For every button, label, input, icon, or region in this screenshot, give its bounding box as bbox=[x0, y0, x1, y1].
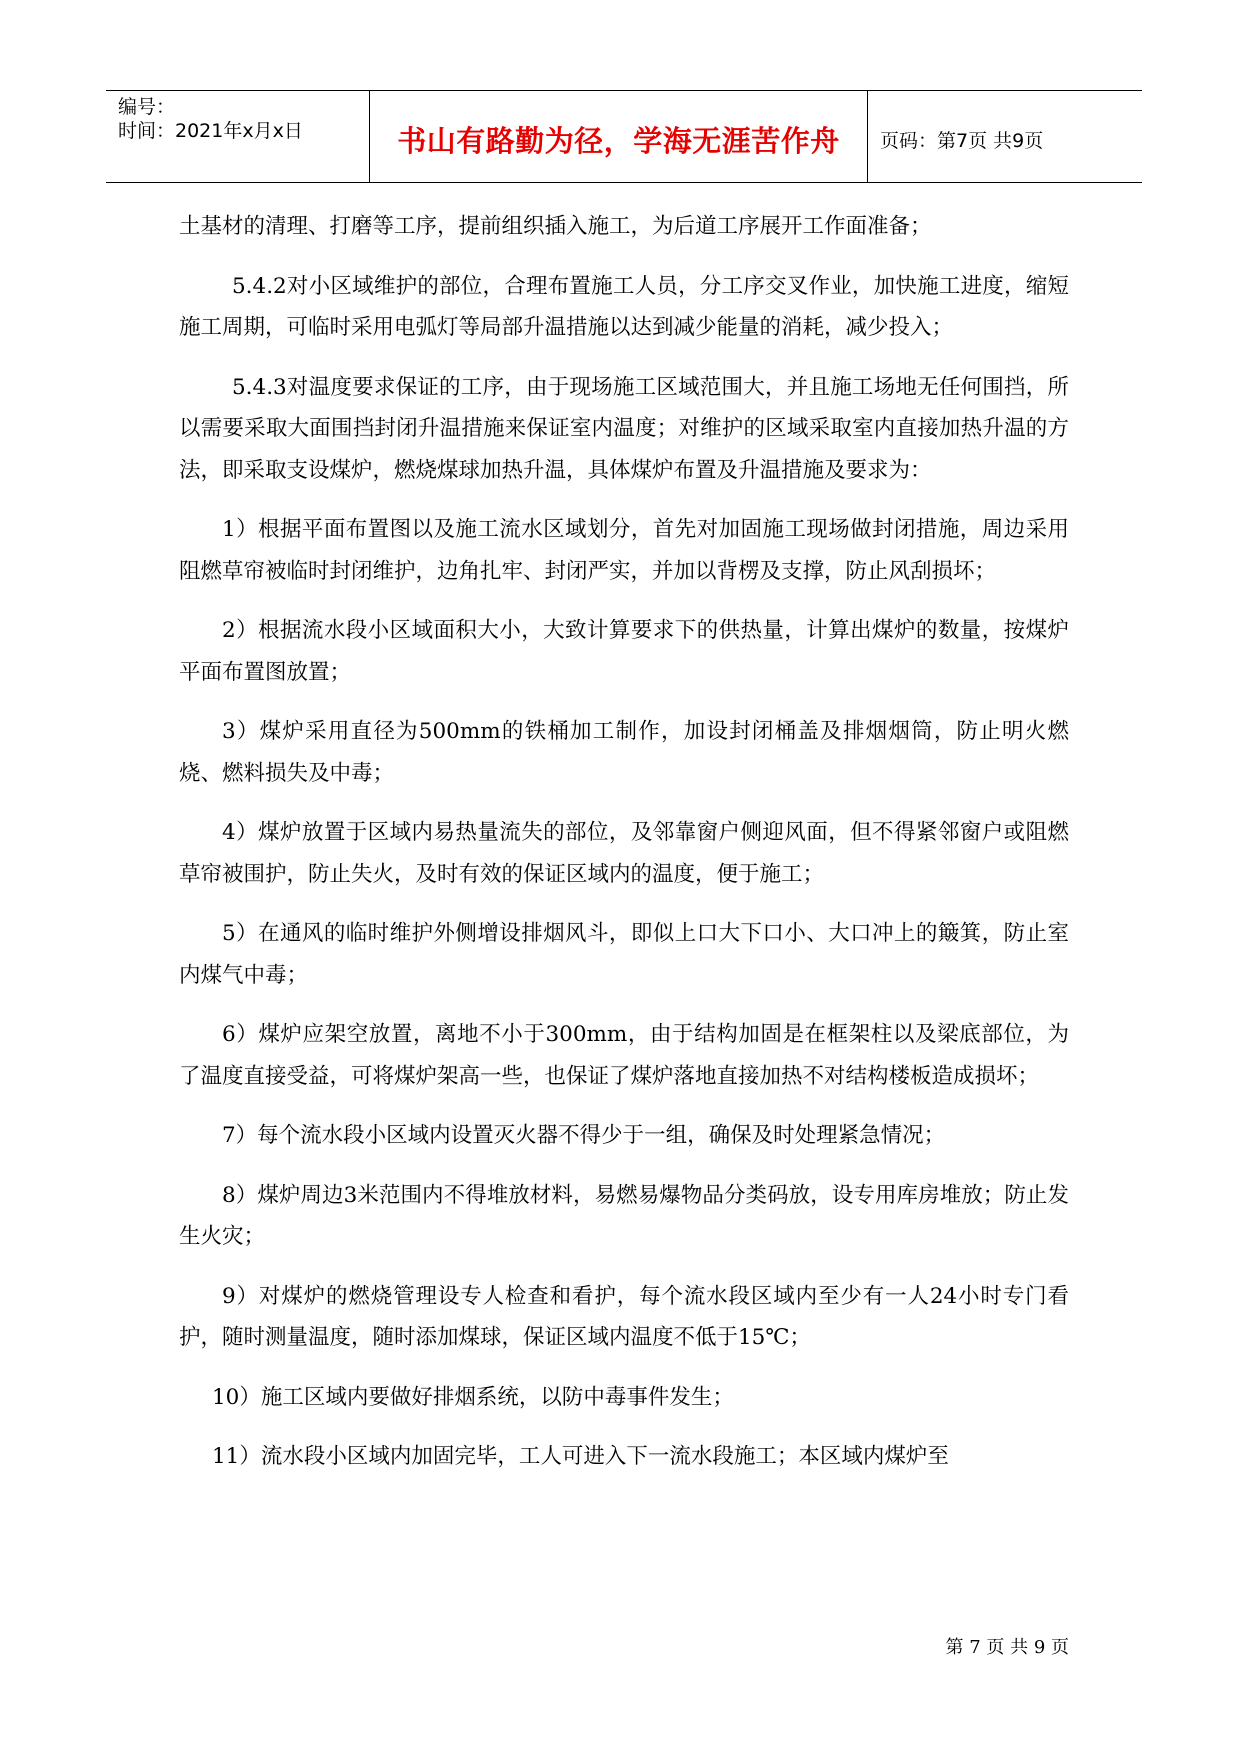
list-item-9: 9）对煤炉的燃烧管理设专人检查和看护，每个流水段区域内至少有一人24小时专门看护，随时测量温度，随时添加煤球，保证区域内温度不低于15℃； bbox=[179, 1283, 1069, 1350]
page-header bbox=[106, 90, 1142, 183]
list-item-6: 6）煤炉应架空放置，离地不小于300mm，由于结构加固是在框架柱以及梁底部位，为了温度直接受益，可将煤炉架高一些，也保证了煤炉落地直接加热不对结构楼板造成损坏； bbox=[179, 1022, 1069, 1089]
list-item-1: 1）根据平面布置图以及施工流水区域划分，首先对加固施工现场做封闭措施，周边采用阻燃草帘被临时封闭维护，边角扎牢、封闭严实，并加以背楞及支撑，防止风刮损坏； bbox=[179, 517, 1069, 584]
list-item-4: 4）煤炉放置于区域内易热量流失的部位，及邻靠窗户侧迎风面，但不得紧邻窗户或阻燃草帘被围护，防止失火，及时有效的保证区域内的温度，便于施工； bbox=[179, 820, 1069, 887]
list-item-7: 7）每个流水段小区域内设置灭火器不得少于一组，确保及时处理紧急情况； bbox=[222, 1123, 946, 1148]
header-page-info: 页码：第7页 共9页 bbox=[880, 130, 1044, 152]
list-item-3: 3）煤炉采用直径为500mm的铁桶加工制作，加设封闭桶盖及排烟烟筒，防止明火燃烧、燃料损失及中毒； bbox=[179, 719, 1069, 786]
list-item-5: 5）在通风的临时维护外侧增设排烟风斗，即似上口大下口小、大口冲上的簸箕，防止室内煤气中毒； bbox=[179, 921, 1069, 988]
header-motto-cell bbox=[370, 91, 868, 182]
list-item-10: 10）施工区域内要做好排烟系统，以防中毒事件发生； bbox=[212, 1384, 734, 1410]
paragraph-continuation: 土基材的清理、打磨等工序，提前组织插入施工，为后道工序展开工作面准备； bbox=[179, 214, 932, 239]
list-item-8: 8）煤炉周边3米范围内不得堆放材料，易燃易爆物品分类码放，设专用库房堆放；防止发生火灾； bbox=[179, 1182, 1069, 1249]
document-time: 时间：2021年x月x日 bbox=[118, 120, 303, 142]
paragraph-5-4-3: 5.4.3对温度要求保证的工序，由于现场施工区域范围大，并且施工场地无任何围挡，所以需要采取大面围挡封闭升温措施来保证室内温度；对维护的区域采取室内直接加热升温的方法，即采取支设煤炉，燃烧煤球加热升温，具体煤炉布置及升温措施及要求为： bbox=[179, 374, 1069, 483]
page-footer: 第 7 页 共 9 页 bbox=[945, 1637, 1069, 1658]
list-item-2: 2）根据流水段小区域面积大小，大致计算要求下的供热量，计算出煤炉的数量，按煤炉平面布置图放置； bbox=[179, 618, 1069, 685]
document-body bbox=[179, 206, 1069, 1478]
list-item-11: 11）流水段小区域内加固完毕，工人可进入下一流水段施工；本区域内煤炉至 bbox=[212, 1444, 949, 1469]
paragraph-5-4-2: 5.4.2对小区域维护的部位，合理布置施工人员，分工序交叉作业，加快施工进度，缩短施工周期，可临时采用电弧灯等局部升温措施以达到减少能量的消耗，减少投入； bbox=[179, 273, 1069, 340]
header-left-cell bbox=[106, 91, 370, 182]
document-number: 编号： bbox=[118, 96, 176, 118]
header-page-cell bbox=[868, 91, 1142, 182]
header-motto: 书山有路勤为径，学海无涯苦作舟 bbox=[397, 124, 840, 158]
